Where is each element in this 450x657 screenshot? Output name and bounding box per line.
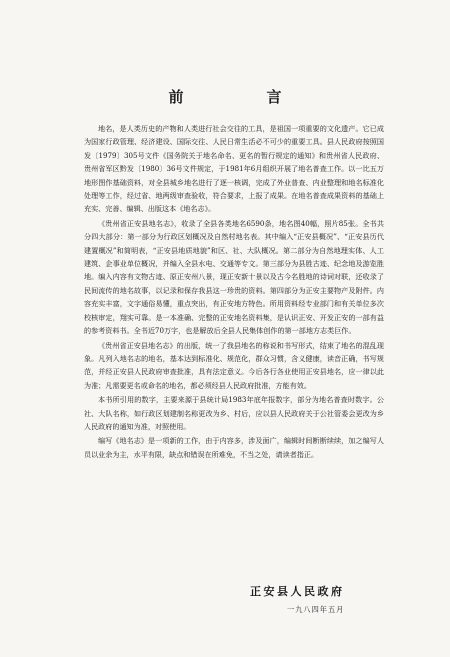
signature: 正安县人民政府 [250, 585, 345, 598]
paragraph-5: 编写《地名志》是一项新的工作，由于内容多，涉及面广，编辑时间断断续续，加之编写人员以业余为主，水平有限，缺点和错误在所难免，不当之处，请读者指正。 [84, 436, 384, 459]
paragraph-1: 地名，是人类历史的产物和人类进行社会交往的工具，是祖国一项重要的文化遗产。它已成为国家行政管理、经济建设、国际交往、人民日常生活必不可少的重要工具。县人民政府按照国发〔1979〕305号文件《国务院关于地名命名、更名的暂行规定的通知》和贵州省人民政府、贵州省军区黔发〔1980〕36号文件规定，于1981年6月组织开展了地名普查工作。以一比五万地形图作基础资料，对全县城乡地名进行了逐一核调，完成了外业普查、内业整理和地名标准化处理等工作，经过省、地两级审查验收，符合要求，上报了成果。在地名普查成果资料的基础上充实、完善、编辑、出版这本《地名志》。 [84, 124, 384, 214]
paragraph-2: 《贵州省正安县地名志》，收录了全县各类地名6590条，地名图40幅，照片85张。全书共分四大部分：第一部分为行政区划概况及自然村地名表。其中编入“正安县概况”、“正安县历代建置概况”和简明表，“正安县地质地貌”和区、社、大队概况。第二部分为自然地理实体、人工建筑、企事业单位概况，并编入全县水电、交通等专文。第三部分为县胜古迹、纪念地及游览胜地。编入内容有文物古迹、原正安州八景，现正安新十景以及古今名胜地的诗词对联，还收录了民间流传的地名故事，以记录和保存我县这一珍贵的资料。第四部分为正安主要物产及附件。内容充实丰富，文字通俗易懂，重点突出，有正安地方特色。所用资料经专业部门和有关单位多次校核审定，翔实可靠。是一本准确、完整的正安地名资料集，是认识正安、开发正安的一部有益的参考资料书。全书近70万字，也是解放后全县人民集体创作的第一部地方志类巨作。 [84, 218, 384, 336]
preface-body [84, 122, 384, 461]
date: 一九八四年五月 [287, 605, 345, 614]
paragraph-3: 《贵州省正安县地名志》的出版，统一了我县地名的称说和书写形式，结束了地名的混乱现象。凡列入地名志的地名，基本达到标准化、规范化，群众习惯，含义健康，读音正确，书写规范，并经正安县人民政府审查批准，具有法定意义。今后各行各业使用正安县地名，应一律以此为准；凡需要更名或命名的地名，都必须经县人民政府批准，方能有效。 [84, 340, 384, 390]
page-title: 前 言 [168, 88, 316, 106]
paragraph-4: 本书所引用的数字，主要来源于县统计局1983年底年报数字，部分为地名普查时数字。公社、大队名称，如行政区划建制名称更改为乡、村后，应以县人民政府关于公社管委会更改为乡人民政府的通知为准，对照使用。 [84, 395, 384, 431]
